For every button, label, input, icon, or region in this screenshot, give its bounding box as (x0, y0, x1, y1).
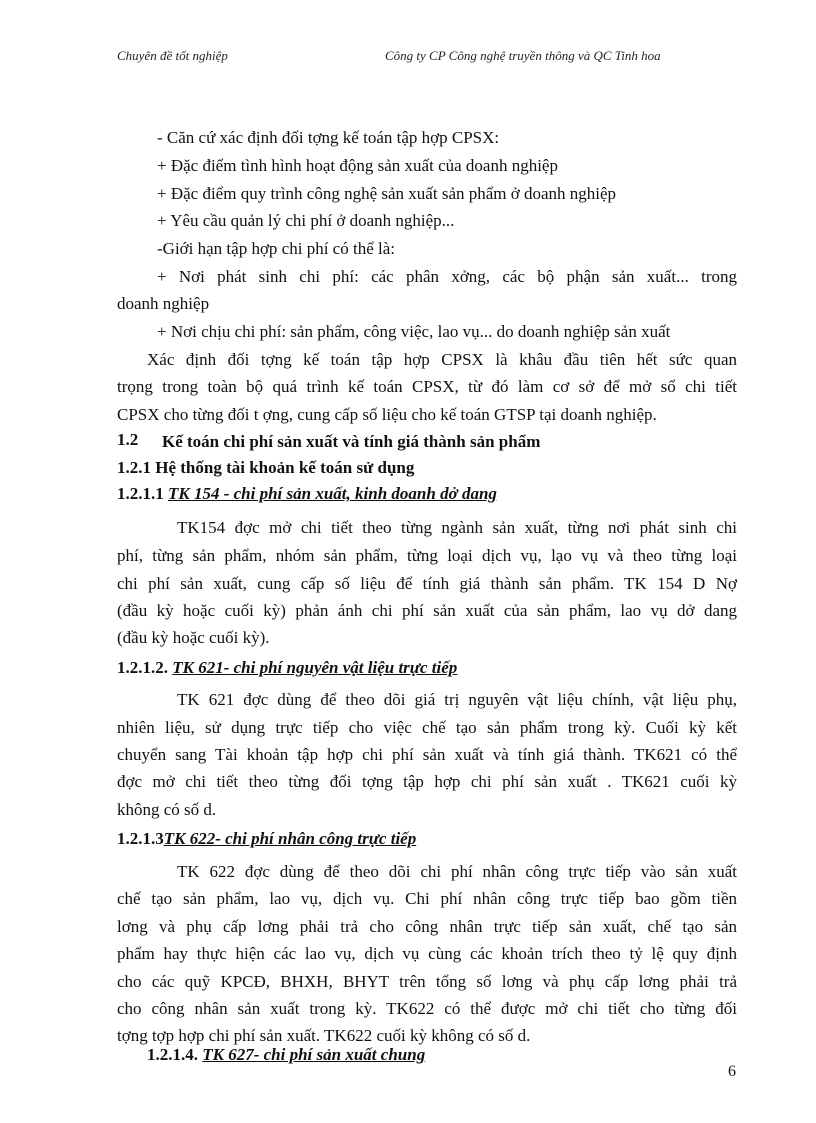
page-number: 6 (728, 1063, 736, 1080)
text-line: + Đặc điểm tình hình hoạt động sản xuất của doanh nghiệp (157, 156, 558, 175)
text-line: + Nơi phát sinh chi phí: các phân xởng, các bộ phận sản xuất... trong (157, 267, 737, 286)
text-line: TK 622 đợc dùng để theo dõi chi phí nhân công trực tiếp vào sản xuất (177, 862, 737, 881)
heading-number: 1.2.1.4. (147, 1045, 198, 1064)
text-line: (đầu kỳ hoặc cuối kỳ). (117, 628, 270, 647)
text-line: trọng trong toàn bộ quá trình kế toán CPSX, từ đó làm cơ sở để mở sổ chi tiết (117, 377, 737, 396)
text-line: Xác định đối tợng kế toán tập hợp CPSX là khâu đầu tiên hết sức quan (147, 350, 737, 369)
text-line: lơng và phụ cấp lơng phải trả cho công nhân trực tiếp sản xuất, chế tạo sản (117, 917, 737, 936)
heading-link-tk154[interactable]: TK 154 - chi phí sản xuất, kinh doanh dở dang (168, 484, 497, 503)
text-line: - Căn cứ xác định đối tợng kế toán tập hợp CPSX: (157, 128, 500, 147)
text-line: + Yêu cầu quản lý chi phí ở doanh nghiệp... (157, 211, 455, 230)
header-left: Chuyên đề tốt nghiệp (117, 48, 228, 63)
heading-number: 1.2.1.2. (117, 658, 168, 677)
header-right: Công ty CP Công nghệ truyền thông và QC Tinh hoa (385, 48, 661, 63)
text-line: đợc mở chi tiết theo từng đối tợng tập hợp chi phí sản xuất . TK621 cuối kỳ (117, 772, 737, 791)
heading-link-tk622[interactable]: TK 622- chi phí nhân công trực tiếp (163, 829, 417, 848)
text-line: cho công nhân sản xuất trong kỳ. TK622 có thể được mở chi tiết cho từng đối (117, 999, 737, 1018)
text-line: TK154 đợc mở chi tiết theo từng ngành sản xuất, từng nơi phát sinh chi (177, 518, 737, 537)
text-line: chi phí sản xuất, cung cấp số liệu để tính giá thành sản phẩm. TK 154 D Nợ (117, 574, 737, 593)
heading-number: 1.2.1.3 (117, 829, 164, 848)
heading-1-2-title: Kế toán chi phí sản xuất và tính giá thành sản phẩm (162, 432, 541, 451)
heading-link-tk621[interactable]: TK 621- chi phí nguyên vật liệu trực tiếp (172, 658, 458, 677)
heading-1-2-number: 1.2 (117, 430, 139, 449)
text-line: không có số d. (117, 800, 217, 819)
heading-1-2-1: 1.2.1 Hệ thống tài khoản kế toán sử dụng (117, 458, 415, 477)
text-line: + Nơi chịu chi phí: sản phẩm, công việc, lao vụ... do doanh nghiệp sản xuất (157, 322, 671, 341)
text-line: tợng tợp hợp chi phí sản xuất. TK622 cuối kỳ không có số d. (117, 1026, 531, 1045)
text-line: CPSX cho từng đối t ợng, cung cấp số liệu cho kế toán GTSP tại doanh nghiệp. (117, 405, 657, 424)
text-line: phí, từng sản phẩm, nhóm sản phẩm, từng loại dịch vụ, lạo vụ và theo từng loại (117, 546, 737, 565)
text-line: -Giới hạn tập hợp chi phí có thể là: (157, 239, 395, 258)
heading-link-tk627[interactable]: TK 627- chi phí sản xuất chung (202, 1045, 426, 1064)
text-line: (đầu kỳ hoặc cuối kỳ) phản ánh chi phí sản xuất của sản phẩm, lao vụ dở dang (117, 601, 737, 620)
text-line: phẩm hay thực hiện các lao vụ, dịch vụ cùng các khoản trích theo tỷ lệ quy định (117, 944, 737, 963)
text-line: + Đặc điểm quy trình công nghệ sản xuất sản phẩm ở doanh nghiệp (157, 184, 617, 203)
text-line: chuyển sang Tài khoản tập hợp chi phí sản xuất và tính giá thành. TK621 có thể (117, 745, 737, 764)
heading-1-2-1-4 (147, 1041, 425, 1069)
heading-1-2-1-3 (117, 825, 416, 853)
text-line: doanh nghiệp (117, 294, 210, 313)
text-line: TK 621 đợc dùng để theo dõi giá trị nguyên vật liệu chính, vật liệu phụ, (177, 690, 737, 709)
heading-number: 1.2.1.1 (117, 484, 164, 503)
text-line: cho các quỹ KPCĐ, BHXH, BHYT trên tổng số lơng và phụ cấp lơng phải trả (117, 972, 737, 991)
text-line: nhiên liệu, sử dụng trực tiếp cho việc chế tạo sản phẩm trong kỳ. Cuối kỳ kết (117, 718, 737, 737)
heading-1-2-1-1 (117, 480, 497, 508)
heading-1-2-1-2 (117, 654, 457, 682)
text-line: chế tạo sản phẩm, lao vụ, dịch vụ. Chi phí nhân công trực tiếp bao gồm tiền (117, 889, 737, 908)
